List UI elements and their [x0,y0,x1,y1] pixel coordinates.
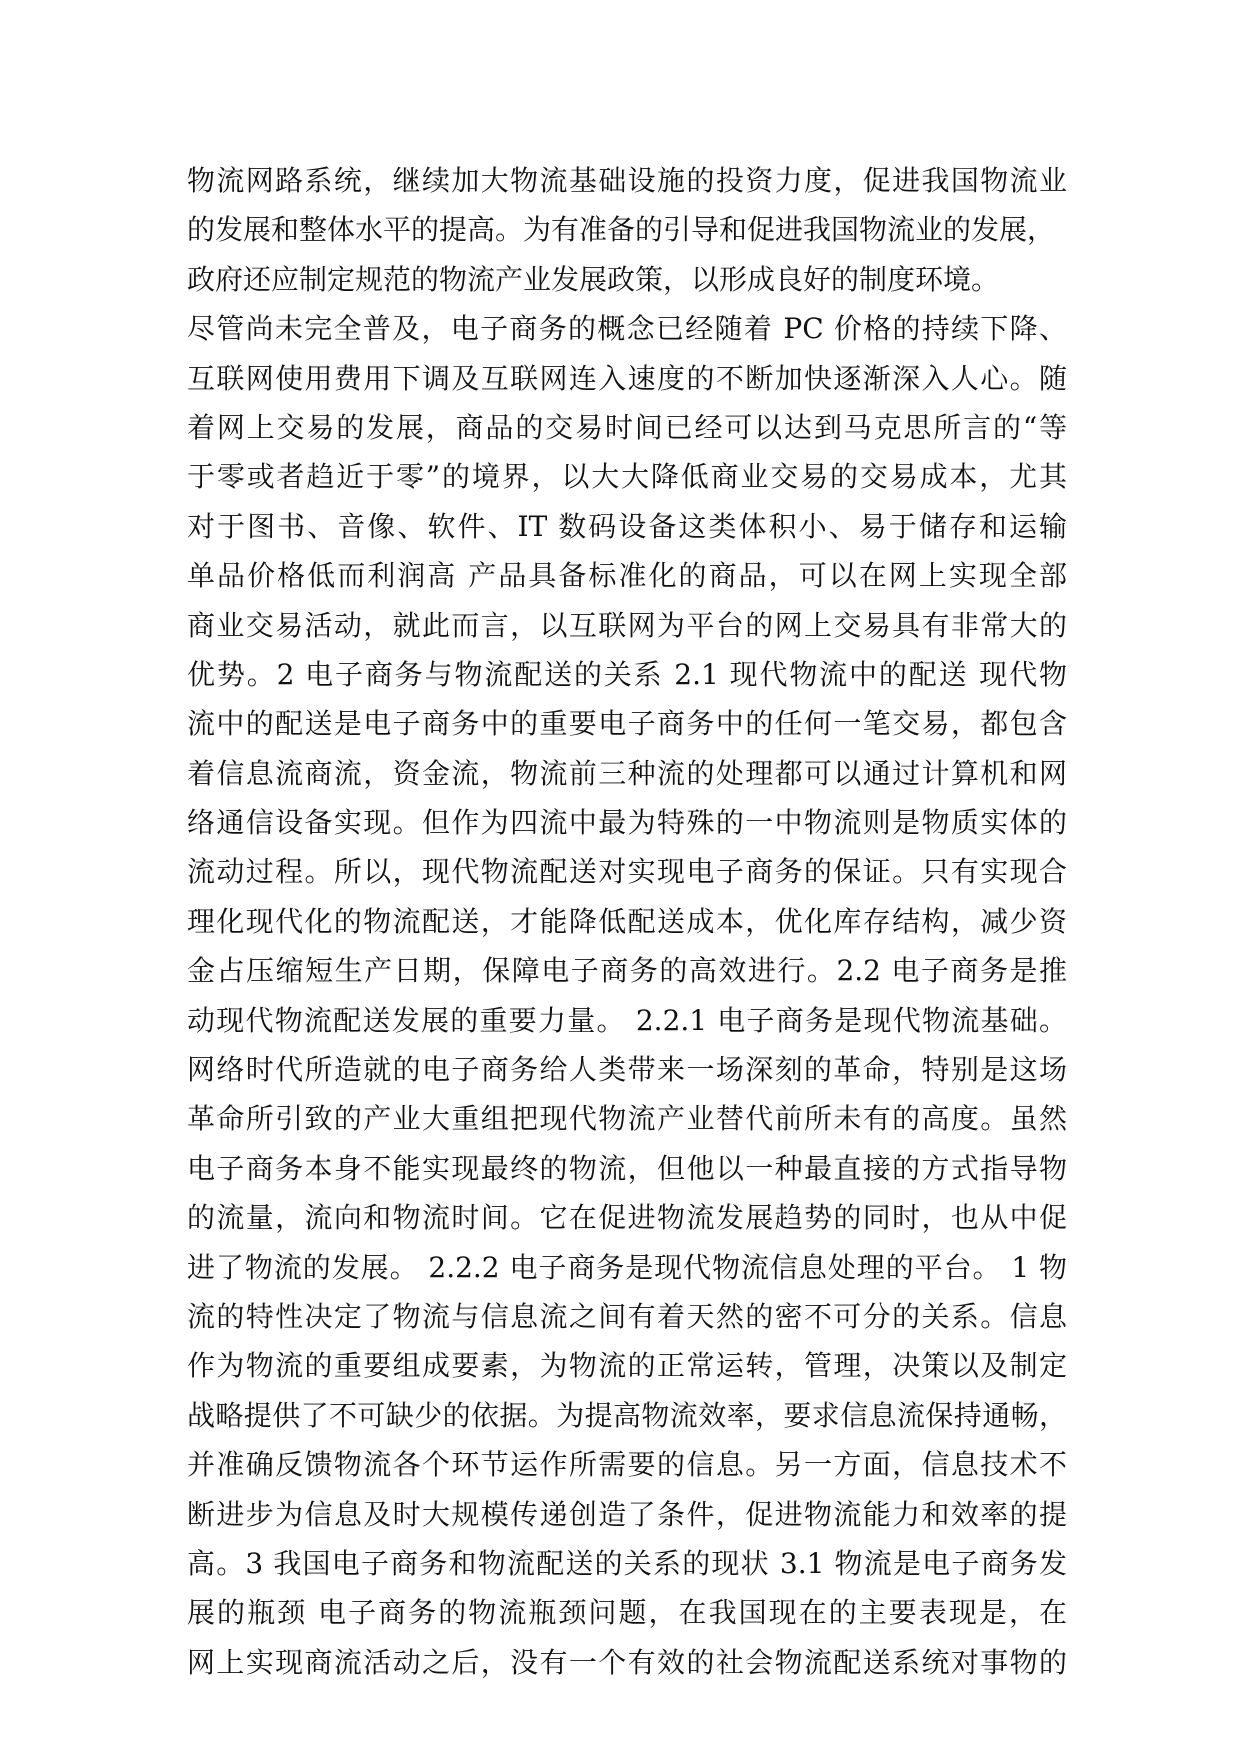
text-line: 着信息流商流，资金流，物流前三种流的处理都可以通过计算机和网 [187,756,1067,790]
text-line: 战略提供了不可缺少的依据。为提高物流效率，要求信息流保持通畅， [187,1398,1067,1432]
text-line: 网络时代所造就的电子商务给人类带来一场深刻的革命，特别是这场 [187,1053,1067,1087]
text-line: 络通信设备实现。但作为四流中最为特殊的一中物流则是物质实体的 [187,806,1067,840]
text-line: 商业交易活动，就此而言，以互联网为平台的网上交易具有非常大的 [187,608,1067,642]
text-line: 着网上交易的发展，商品的交易时间已经可以达到马克思所言的“等 [187,410,1067,444]
text-line: 的发展和整体水平的提高。为有准备的引导和促进我国物流业的发展， [187,213,1056,247]
text-line: 于零或者趋近于零”的境界，以大大降低商业交易的交易成本，尤其 [187,460,1067,494]
text-line: 电子商务本身不能实现最终的物流，但他以一种最直接的方式指导物 [187,1151,1067,1185]
text-line: 政府还应制定规范的物流产业发展政策，以形成良好的制度环境。 [187,262,1000,296]
text-line: 动现代物流配送发展的重要力量。 2.2.1 电子商务是现代物流基础。 [187,1003,1067,1037]
text-line: 并准确反馈物流各个环节运作所需要的信息。另一方面，信息技术不 [187,1448,1067,1482]
text-line: 理化现代化的物流配送，才能降低配送成本，优化库存结构，减少资 [187,904,1067,938]
text-line: 流中的配送是电子商务中的重要电子商务中的任何一笔交易，都包含 [187,707,1067,741]
text-line: 的流量，流向和物流时间。它在促进物流发展趋势的同时，也从中促 [187,1201,1067,1235]
text-line: 流动过程。所以，现代物流配送对实现电子商务的保证。只有实现合 [187,855,1067,889]
body-text [187,156,1067,1687]
text-line: 对于图书、音像、软件、IT 数码设备这类体积小、易于储存和运输 [187,509,1067,543]
text-line: 断进步为信息及时大规模传递创造了条件，促进物流能力和效率的提 [187,1497,1067,1531]
text-line: 单品价格低而利润高 产品具备标准化的商品，可以在网上实现全部 [187,559,1067,593]
text-line: 展的瓶颈 电子商务的物流瓶颈问题，在我国现在的主要表现是，在 [187,1596,1067,1630]
text-line: 革命所引致的产业大重组把现代物流产业替代前所未有的高度。虽然 [187,1102,1067,1136]
text-line: 尽管尚未完全普及，电子商务的概念已经随着 PC 价格的持续下降、 [187,312,1067,346]
text-line: 互联网使用费用下调及互联网连入速度的不断加快逐渐深入人心。随 [187,361,1067,395]
text-line: 流的特性决定了物流与信息流之间有着天然的密不可分的关系。信息 [187,1299,1067,1333]
text-line: 进了物流的发展。 2.2.2 电子商务是现代物流信息处理的平台。 1 物 [187,1250,1067,1284]
text-line: 物流网路系统，继续加大物流基础设施的投资力度，促进我国物流业 [187,164,1067,197]
text-line: 高。3 我国电子商务和物流配送的关系的现状 3.1 物流是电子商务发 [187,1546,1067,1580]
text-line: 作为物流的重要组成要素，为物流的正常运转，管理，决策以及制定 [187,1349,1067,1383]
text-line: 优势。2 电子商务与物流配送的关系 2.1 现代物流中的配送 现代物 [187,657,1067,691]
text-line: 金占压缩短生产日期，保障电子商务的高效进行。2.2 电子商务是推 [187,954,1067,988]
text-line: 网上实现商流活动之后，没有一个有效的社会物流配送系统对事物的 [187,1645,1067,1679]
